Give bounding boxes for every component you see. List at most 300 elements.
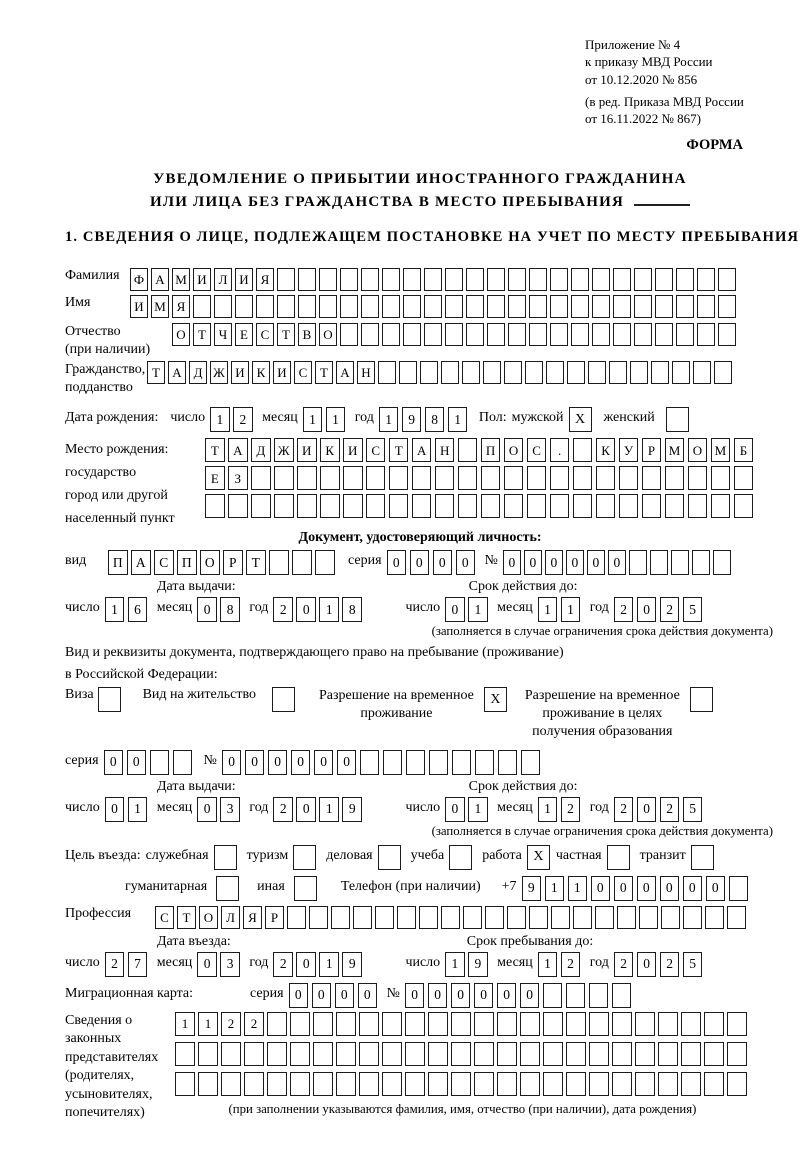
char-cell[interactable] (521, 750, 541, 775)
char-cell[interactable]: 2 (244, 1012, 264, 1036)
char-cell[interactable] (672, 361, 690, 384)
char-cell[interactable]: Т (193, 323, 211, 346)
char-cell[interactable]: 9 (342, 952, 362, 977)
char-cell[interactable]: 5 (683, 797, 703, 822)
char-cell[interactable]: 1 (128, 797, 148, 822)
char-cell[interactable] (639, 906, 658, 929)
char-cell[interactable] (441, 906, 460, 929)
char-cell[interactable] (635, 1012, 655, 1036)
char-cell[interactable] (274, 494, 294, 518)
char-cell[interactable]: Я (172, 295, 190, 318)
char-cell[interactable] (451, 1042, 471, 1066)
char-cell[interactable]: 1 (538, 597, 558, 622)
char-cell[interactable] (634, 295, 652, 318)
char-cell[interactable] (424, 323, 442, 346)
char-cell[interactable] (487, 295, 505, 318)
char-cell[interactable] (298, 295, 316, 318)
char-cell[interactable]: 1 (198, 1012, 218, 1036)
char-cell[interactable]: 0 (405, 983, 425, 1008)
char-cell[interactable] (525, 361, 543, 384)
char-cell[interactable]: 2 (273, 597, 293, 622)
char-cell[interactable] (235, 295, 253, 318)
char-cell[interactable]: К (320, 438, 340, 462)
char-cell[interactable] (588, 361, 606, 384)
char-cell[interactable] (642, 466, 662, 490)
char-cell[interactable]: 0 (291, 750, 311, 775)
char-cell[interactable] (435, 466, 455, 490)
char-cell[interactable]: 9 (342, 797, 362, 822)
char-cell[interactable] (397, 906, 416, 929)
char-cell[interactable] (267, 1012, 287, 1036)
char-cell[interactable] (697, 295, 715, 318)
char-cell[interactable]: 0 (268, 750, 288, 775)
char-cell[interactable] (504, 494, 524, 518)
char-cell[interactable]: 0 (683, 876, 703, 901)
char-cell[interactable] (221, 1072, 241, 1096)
char-cell[interactable] (297, 466, 317, 490)
char-cell[interactable] (428, 1012, 448, 1036)
purpose-official-checkbox[interactable] (214, 845, 237, 870)
char-cell[interactable] (481, 466, 501, 490)
char-cell[interactable] (658, 1072, 678, 1096)
char-cell[interactable] (596, 466, 616, 490)
char-cell[interactable]: О (200, 550, 220, 575)
char-cell[interactable] (589, 1042, 609, 1066)
char-cell[interactable] (651, 361, 669, 384)
char-cell[interactable]: 0 (296, 597, 316, 622)
char-cell[interactable] (429, 750, 449, 775)
char-cell[interactable] (529, 268, 547, 291)
char-cell[interactable] (382, 1012, 402, 1036)
char-cell[interactable]: С (366, 438, 386, 462)
char-cell[interactable]: Л (221, 906, 240, 929)
char-cell[interactable] (613, 268, 631, 291)
char-cell[interactable]: Ч (214, 323, 232, 346)
char-cell[interactable] (630, 361, 648, 384)
char-cell[interactable]: 0 (524, 550, 542, 575)
char-cell[interactable]: 2 (273, 952, 293, 977)
char-cell[interactable] (214, 295, 232, 318)
char-cell[interactable]: 0 (433, 550, 453, 575)
char-cell[interactable]: И (343, 438, 363, 462)
char-cell[interactable] (320, 466, 340, 490)
char-cell[interactable]: 1 (468, 597, 488, 622)
char-cell[interactable] (550, 466, 570, 490)
char-cell[interactable]: И (231, 361, 249, 384)
char-cell[interactable] (543, 983, 563, 1008)
char-cell[interactable]: 0 (587, 550, 605, 575)
char-cell[interactable] (508, 323, 526, 346)
char-cell[interactable]: Т (389, 438, 409, 462)
char-cell[interactable] (650, 550, 668, 575)
purpose-tourism-checkbox[interactable] (293, 845, 316, 870)
char-cell[interactable] (681, 1012, 701, 1036)
char-cell[interactable] (277, 268, 295, 291)
char-cell[interactable]: 0 (104, 750, 124, 775)
char-cell[interactable] (697, 323, 715, 346)
char-cell[interactable] (458, 438, 478, 462)
char-cell[interactable]: В (298, 323, 316, 346)
char-cell[interactable]: 0 (497, 983, 517, 1008)
char-cell[interactable] (718, 268, 736, 291)
char-cell[interactable] (729, 876, 749, 901)
char-cell[interactable] (485, 906, 504, 929)
char-cell[interactable] (704, 1042, 724, 1066)
char-cell[interactable] (727, 1072, 747, 1096)
char-cell[interactable] (445, 323, 463, 346)
char-cell[interactable] (718, 323, 736, 346)
char-cell[interactable]: С (527, 438, 547, 462)
char-cell[interactable] (704, 1012, 724, 1036)
char-cell[interactable] (520, 1072, 540, 1096)
char-cell[interactable]: 1 (210, 407, 230, 432)
char-cell[interactable]: 1 (105, 597, 125, 622)
char-cell[interactable] (571, 295, 589, 318)
char-cell[interactable] (508, 295, 526, 318)
char-cell[interactable] (688, 466, 708, 490)
char-cell[interactable] (727, 1012, 747, 1036)
char-cell[interactable]: З (228, 466, 248, 490)
char-cell[interactable] (290, 1012, 310, 1036)
char-cell[interactable]: 0 (337, 750, 357, 775)
residence-permit-checkbox[interactable] (272, 687, 295, 712)
char-cell[interactable] (336, 1072, 356, 1096)
char-cell[interactable]: 6 (128, 597, 148, 622)
char-cell[interactable] (290, 1072, 310, 1096)
char-cell[interactable] (592, 323, 610, 346)
char-cell[interactable] (297, 494, 317, 518)
char-cell[interactable] (619, 494, 639, 518)
visa-checkbox[interactable] (98, 687, 121, 712)
char-cell[interactable] (389, 494, 409, 518)
char-cell[interactable]: П (481, 438, 501, 462)
char-cell[interactable]: 0 (387, 550, 407, 575)
char-cell[interactable]: А (151, 268, 169, 291)
char-cell[interactable]: Р (265, 906, 284, 929)
char-cell[interactable] (543, 1072, 563, 1096)
char-cell[interactable] (571, 268, 589, 291)
char-cell[interactable] (483, 361, 501, 384)
char-cell[interactable] (566, 983, 586, 1008)
char-cell[interactable] (566, 1012, 586, 1036)
char-cell[interactable] (497, 1042, 517, 1066)
char-cell[interactable]: 1 (303, 407, 323, 432)
char-cell[interactable] (221, 1042, 241, 1066)
char-cell[interactable]: 2 (273, 797, 293, 822)
char-cell[interactable] (619, 466, 639, 490)
char-cell[interactable] (634, 268, 652, 291)
char-cell[interactable]: 0 (706, 876, 726, 901)
char-cell[interactable]: Н (357, 361, 375, 384)
char-cell[interactable]: 7 (128, 952, 148, 977)
char-cell[interactable] (287, 906, 306, 929)
char-cell[interactable] (550, 268, 568, 291)
char-cell[interactable]: Ф (130, 268, 148, 291)
char-cell[interactable]: И (297, 438, 317, 462)
char-cell[interactable] (315, 550, 335, 575)
char-cell[interactable] (474, 1042, 494, 1066)
char-cell[interactable] (175, 1072, 195, 1096)
char-cell[interactable] (676, 323, 694, 346)
char-cell[interactable] (382, 268, 400, 291)
char-cell[interactable]: 2 (561, 797, 581, 822)
char-cell[interactable] (727, 1042, 747, 1066)
char-cell[interactable]: 0 (410, 550, 430, 575)
char-cell[interactable]: 9 (468, 952, 488, 977)
char-cell[interactable]: А (168, 361, 186, 384)
char-cell[interactable] (676, 268, 694, 291)
char-cell[interactable] (382, 323, 400, 346)
char-cell[interactable] (309, 906, 328, 929)
char-cell[interactable]: 1 (379, 407, 399, 432)
char-cell[interactable]: 0 (245, 750, 265, 775)
char-cell[interactable] (331, 906, 350, 929)
char-cell[interactable]: 0 (608, 550, 626, 575)
temp-permit-checkbox[interactable]: X (484, 687, 507, 712)
char-cell[interactable]: А (336, 361, 354, 384)
char-cell[interactable]: 0 (296, 797, 316, 822)
char-cell[interactable]: 0 (456, 550, 476, 575)
char-cell[interactable]: 0 (503, 550, 521, 575)
char-cell[interactable]: 1 (561, 597, 581, 622)
char-cell[interactable]: К (252, 361, 270, 384)
char-cell[interactable] (681, 1042, 701, 1066)
char-cell[interactable]: Р (642, 438, 662, 462)
char-cell[interactable] (658, 1042, 678, 1066)
char-cell[interactable]: Т (205, 438, 225, 462)
char-cell[interactable] (655, 295, 673, 318)
char-cell[interactable] (727, 906, 746, 929)
char-cell[interactable] (251, 494, 271, 518)
char-cell[interactable] (688, 494, 708, 518)
char-cell[interactable] (274, 466, 294, 490)
char-cell[interactable] (671, 550, 689, 575)
char-cell[interactable] (340, 268, 358, 291)
char-cell[interactable] (481, 494, 501, 518)
char-cell[interactable] (205, 494, 225, 518)
char-cell[interactable] (589, 1072, 609, 1096)
char-cell[interactable] (320, 494, 340, 518)
char-cell[interactable] (359, 1042, 379, 1066)
char-cell[interactable] (475, 750, 495, 775)
char-cell[interactable] (508, 268, 526, 291)
char-cell[interactable] (635, 1072, 655, 1096)
char-cell[interactable]: 1 (319, 952, 339, 977)
char-cell[interactable] (405, 1012, 425, 1036)
char-cell[interactable]: 0 (474, 983, 494, 1008)
char-cell[interactable] (635, 1042, 655, 1066)
char-cell[interactable] (713, 550, 731, 575)
char-cell[interactable] (336, 1012, 356, 1036)
char-cell[interactable] (361, 268, 379, 291)
char-cell[interactable]: Е (205, 466, 225, 490)
char-cell[interactable] (520, 1042, 540, 1066)
char-cell[interactable] (612, 1042, 632, 1066)
char-cell[interactable] (566, 1042, 586, 1066)
char-cell[interactable] (595, 906, 614, 929)
purpose-work-checkbox[interactable]: X (527, 845, 550, 870)
char-cell[interactable] (693, 361, 711, 384)
char-cell[interactable]: 2 (233, 407, 253, 432)
char-cell[interactable]: Ж (210, 361, 228, 384)
char-cell[interactable] (419, 906, 438, 929)
char-cell[interactable] (462, 361, 480, 384)
char-cell[interactable] (420, 361, 438, 384)
char-cell[interactable] (629, 550, 647, 575)
char-cell[interactable]: 0 (637, 876, 657, 901)
char-cell[interactable]: 0 (127, 750, 147, 775)
char-cell[interactable] (529, 906, 548, 929)
char-cell[interactable] (228, 494, 248, 518)
char-cell[interactable]: 1 (448, 407, 468, 432)
char-cell[interactable] (573, 906, 592, 929)
char-cell[interactable] (360, 750, 380, 775)
char-cell[interactable]: 1 (445, 952, 465, 977)
char-cell[interactable] (665, 466, 685, 490)
char-cell[interactable] (424, 295, 442, 318)
char-cell[interactable]: А (412, 438, 432, 462)
char-cell[interactable] (697, 268, 715, 291)
char-cell[interactable] (661, 906, 680, 929)
char-cell[interactable] (466, 295, 484, 318)
char-cell[interactable]: Б (734, 438, 754, 462)
char-cell[interactable] (683, 906, 702, 929)
char-cell[interactable] (366, 494, 386, 518)
char-cell[interactable] (403, 295, 421, 318)
char-cell[interactable]: 1 (568, 876, 588, 901)
char-cell[interactable]: 0 (451, 983, 471, 1008)
char-cell[interactable] (681, 1072, 701, 1096)
char-cell[interactable]: М (665, 438, 685, 462)
char-cell[interactable] (382, 295, 400, 318)
char-cell[interactable]: 2 (614, 797, 634, 822)
char-cell[interactable]: О (172, 323, 190, 346)
char-cell[interactable] (343, 466, 363, 490)
char-cell[interactable]: Ж (274, 438, 294, 462)
char-cell[interactable] (193, 295, 211, 318)
char-cell[interactable]: Д (189, 361, 207, 384)
char-cell[interactable] (336, 1042, 356, 1066)
char-cell[interactable] (412, 494, 432, 518)
char-cell[interactable] (571, 323, 589, 346)
char-cell[interactable] (634, 323, 652, 346)
char-cell[interactable] (573, 494, 593, 518)
char-cell[interactable]: 1 (319, 597, 339, 622)
char-cell[interactable] (383, 750, 403, 775)
purpose-transit-checkbox[interactable] (691, 845, 714, 870)
char-cell[interactable] (435, 494, 455, 518)
char-cell[interactable] (529, 323, 547, 346)
char-cell[interactable] (366, 466, 386, 490)
char-cell[interactable]: 8 (220, 597, 240, 622)
purpose-private-checkbox[interactable] (607, 845, 630, 870)
char-cell[interactable]: 0 (222, 750, 242, 775)
char-cell[interactable]: О (688, 438, 708, 462)
char-cell[interactable] (613, 323, 631, 346)
char-cell[interactable] (445, 268, 463, 291)
char-cell[interactable]: 0 (591, 876, 611, 901)
char-cell[interactable] (546, 361, 564, 384)
char-cell[interactable]: А (228, 438, 248, 462)
char-cell[interactable] (198, 1042, 218, 1066)
char-cell[interactable] (543, 1012, 563, 1036)
char-cell[interactable] (567, 361, 585, 384)
char-cell[interactable] (566, 1072, 586, 1096)
char-cell[interactable]: К (596, 438, 616, 462)
char-cell[interactable] (692, 550, 710, 575)
char-cell[interactable]: М (711, 438, 731, 462)
char-cell[interactable]: 1 (468, 797, 488, 822)
char-cell[interactable] (466, 323, 484, 346)
char-cell[interactable]: 0 (312, 983, 332, 1008)
char-cell[interactable]: Я (243, 906, 262, 929)
char-cell[interactable] (313, 1072, 333, 1096)
char-cell[interactable]: С (256, 323, 274, 346)
char-cell[interactable] (340, 323, 358, 346)
char-cell[interactable]: С (154, 550, 174, 575)
char-cell[interactable] (551, 906, 570, 929)
char-cell[interactable] (714, 361, 732, 384)
char-cell[interactable] (359, 1072, 379, 1096)
char-cell[interactable] (665, 494, 685, 518)
char-cell[interactable] (487, 323, 505, 346)
char-cell[interactable]: И (193, 268, 211, 291)
char-cell[interactable]: Т (177, 906, 196, 929)
char-cell[interactable] (244, 1072, 264, 1096)
char-cell[interactable] (458, 466, 478, 490)
char-cell[interactable]: О (199, 906, 218, 929)
char-cell[interactable]: Т (147, 361, 165, 384)
char-cell[interactable]: М (151, 295, 169, 318)
char-cell[interactable]: 2 (561, 952, 581, 977)
char-cell[interactable]: 0 (637, 597, 657, 622)
char-cell[interactable]: И (273, 361, 291, 384)
char-cell[interactable] (343, 494, 363, 518)
char-cell[interactable]: 3 (220, 952, 240, 977)
char-cell[interactable] (609, 361, 627, 384)
char-cell[interactable] (573, 466, 593, 490)
char-cell[interactable] (711, 494, 731, 518)
char-cell[interactable]: 0 (445, 797, 465, 822)
char-cell[interactable] (520, 1012, 540, 1036)
char-cell[interactable]: 1 (538, 952, 558, 977)
char-cell[interactable] (382, 1042, 402, 1066)
char-cell[interactable]: И (130, 295, 148, 318)
char-cell[interactable] (613, 295, 631, 318)
char-cell[interactable]: М (172, 268, 190, 291)
char-cell[interactable] (251, 466, 271, 490)
char-cell[interactable]: Т (277, 323, 295, 346)
char-cell[interactable] (313, 1042, 333, 1066)
char-cell[interactable]: У (619, 438, 639, 462)
char-cell[interactable]: 0 (335, 983, 355, 1008)
char-cell[interactable]: 0 (614, 876, 634, 901)
purpose-other-checkbox[interactable] (294, 876, 317, 901)
char-cell[interactable] (504, 361, 522, 384)
char-cell[interactable] (353, 906, 372, 929)
char-cell[interactable] (399, 361, 417, 384)
char-cell[interactable] (497, 1072, 517, 1096)
char-cell[interactable] (529, 295, 547, 318)
char-cell[interactable] (704, 1072, 724, 1096)
char-cell[interactable]: 0 (637, 797, 657, 822)
char-cell[interactable] (550, 494, 570, 518)
char-cell[interactable]: 1 (175, 1012, 195, 1036)
char-cell[interactable]: Л (214, 268, 232, 291)
char-cell[interactable]: 0 (314, 750, 334, 775)
char-cell[interactable] (244, 1042, 264, 1066)
char-cell[interactable] (403, 268, 421, 291)
